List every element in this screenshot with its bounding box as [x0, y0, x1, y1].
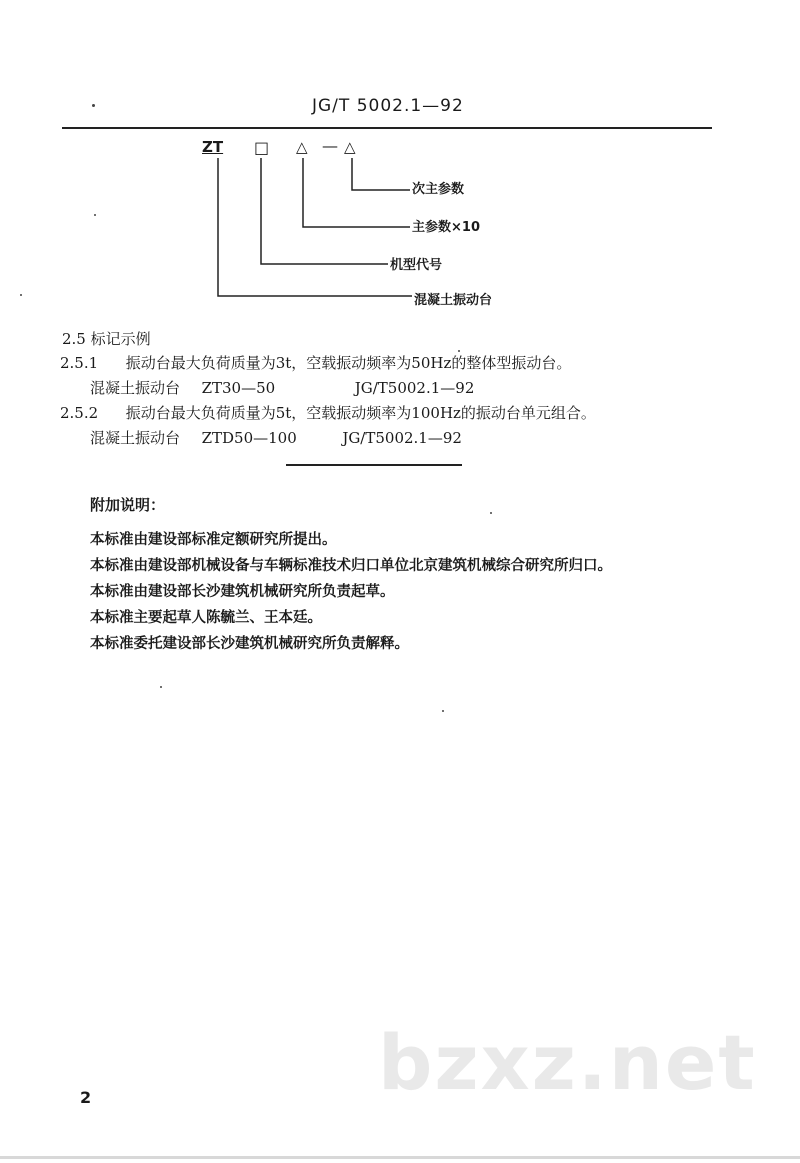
- watermark: bzxz.net: [378, 1018, 757, 1107]
- triangle-symbol-main: △: [296, 138, 308, 156]
- example-name: 混凝土振动台: [90, 379, 181, 397]
- example-name: 混凝土振动台: [90, 429, 181, 447]
- scan-speck: [160, 686, 162, 688]
- code-prefix: ZT: [202, 138, 224, 156]
- notes-title: 附加说明：: [90, 496, 166, 514]
- scan-speck: [94, 214, 96, 216]
- legend-model-code: 机型代号: [390, 258, 443, 273]
- item-text: 振动台最大负荷质量为5t，空载振动频率为100Hz的振动台单元组合。: [125, 404, 596, 422]
- example-code: ZTD50—100: [201, 429, 297, 447]
- leader-line-secondary: [352, 158, 410, 190]
- scan-speck: [92, 104, 95, 107]
- legend-secondary-param: 次主参数: [412, 182, 465, 197]
- code-dash: —: [322, 136, 338, 155]
- page-bottom-edge: [0, 1156, 800, 1159]
- leader-line-main: [303, 158, 410, 227]
- note-line: 本标准由建设部长沙建筑机械研究所负责起草。: [90, 583, 395, 600]
- standard-number: JG/T 5002.1—92: [312, 96, 464, 116]
- item-text: 振动台最大负荷质量为3t，空载振动频率为50Hz的整体型振动台。: [125, 354, 572, 372]
- item-252: [60, 402, 596, 423]
- section-heading: 2.5 标记示例: [62, 330, 151, 348]
- legend-main-param: 主参数×10: [412, 220, 480, 235]
- note-line: 本标准委托建设部长沙建筑机械研究所负责解释。: [90, 635, 409, 652]
- scan-speck: [458, 350, 460, 352]
- legend-product-name: 混凝土振动台: [414, 293, 493, 308]
- note-line: 本标准由建设部机械设备与车辆标准技术归口单位北京建筑机械综合研究所归口。: [90, 557, 612, 574]
- example-std: JG/T5002.1—92: [342, 429, 462, 447]
- item-251: [60, 352, 571, 373]
- box-symbol: □: [254, 138, 270, 157]
- scan-speck: [20, 294, 22, 296]
- page-number: 2: [80, 1088, 92, 1107]
- example-code: ZT30—50: [201, 379, 276, 397]
- item-number: 2.5.2: [60, 404, 99, 422]
- item-number: 2.5.1: [60, 354, 99, 372]
- triangle-symbol-secondary: △: [344, 138, 356, 156]
- example-std: JG/T5002.1—92: [354, 379, 475, 397]
- scan-speck: [442, 710, 444, 712]
- scan-speck: [490, 512, 492, 514]
- note-line: 本标准主要起草人陈毓兰、王本廷。: [90, 609, 322, 626]
- note-line: 本标准由建设部标准定额研究所提出。: [90, 531, 337, 548]
- item-251-example: [90, 377, 474, 398]
- item-252-example: [90, 427, 462, 448]
- section-divider: [286, 464, 462, 466]
- leader-line-model: [261, 158, 388, 264]
